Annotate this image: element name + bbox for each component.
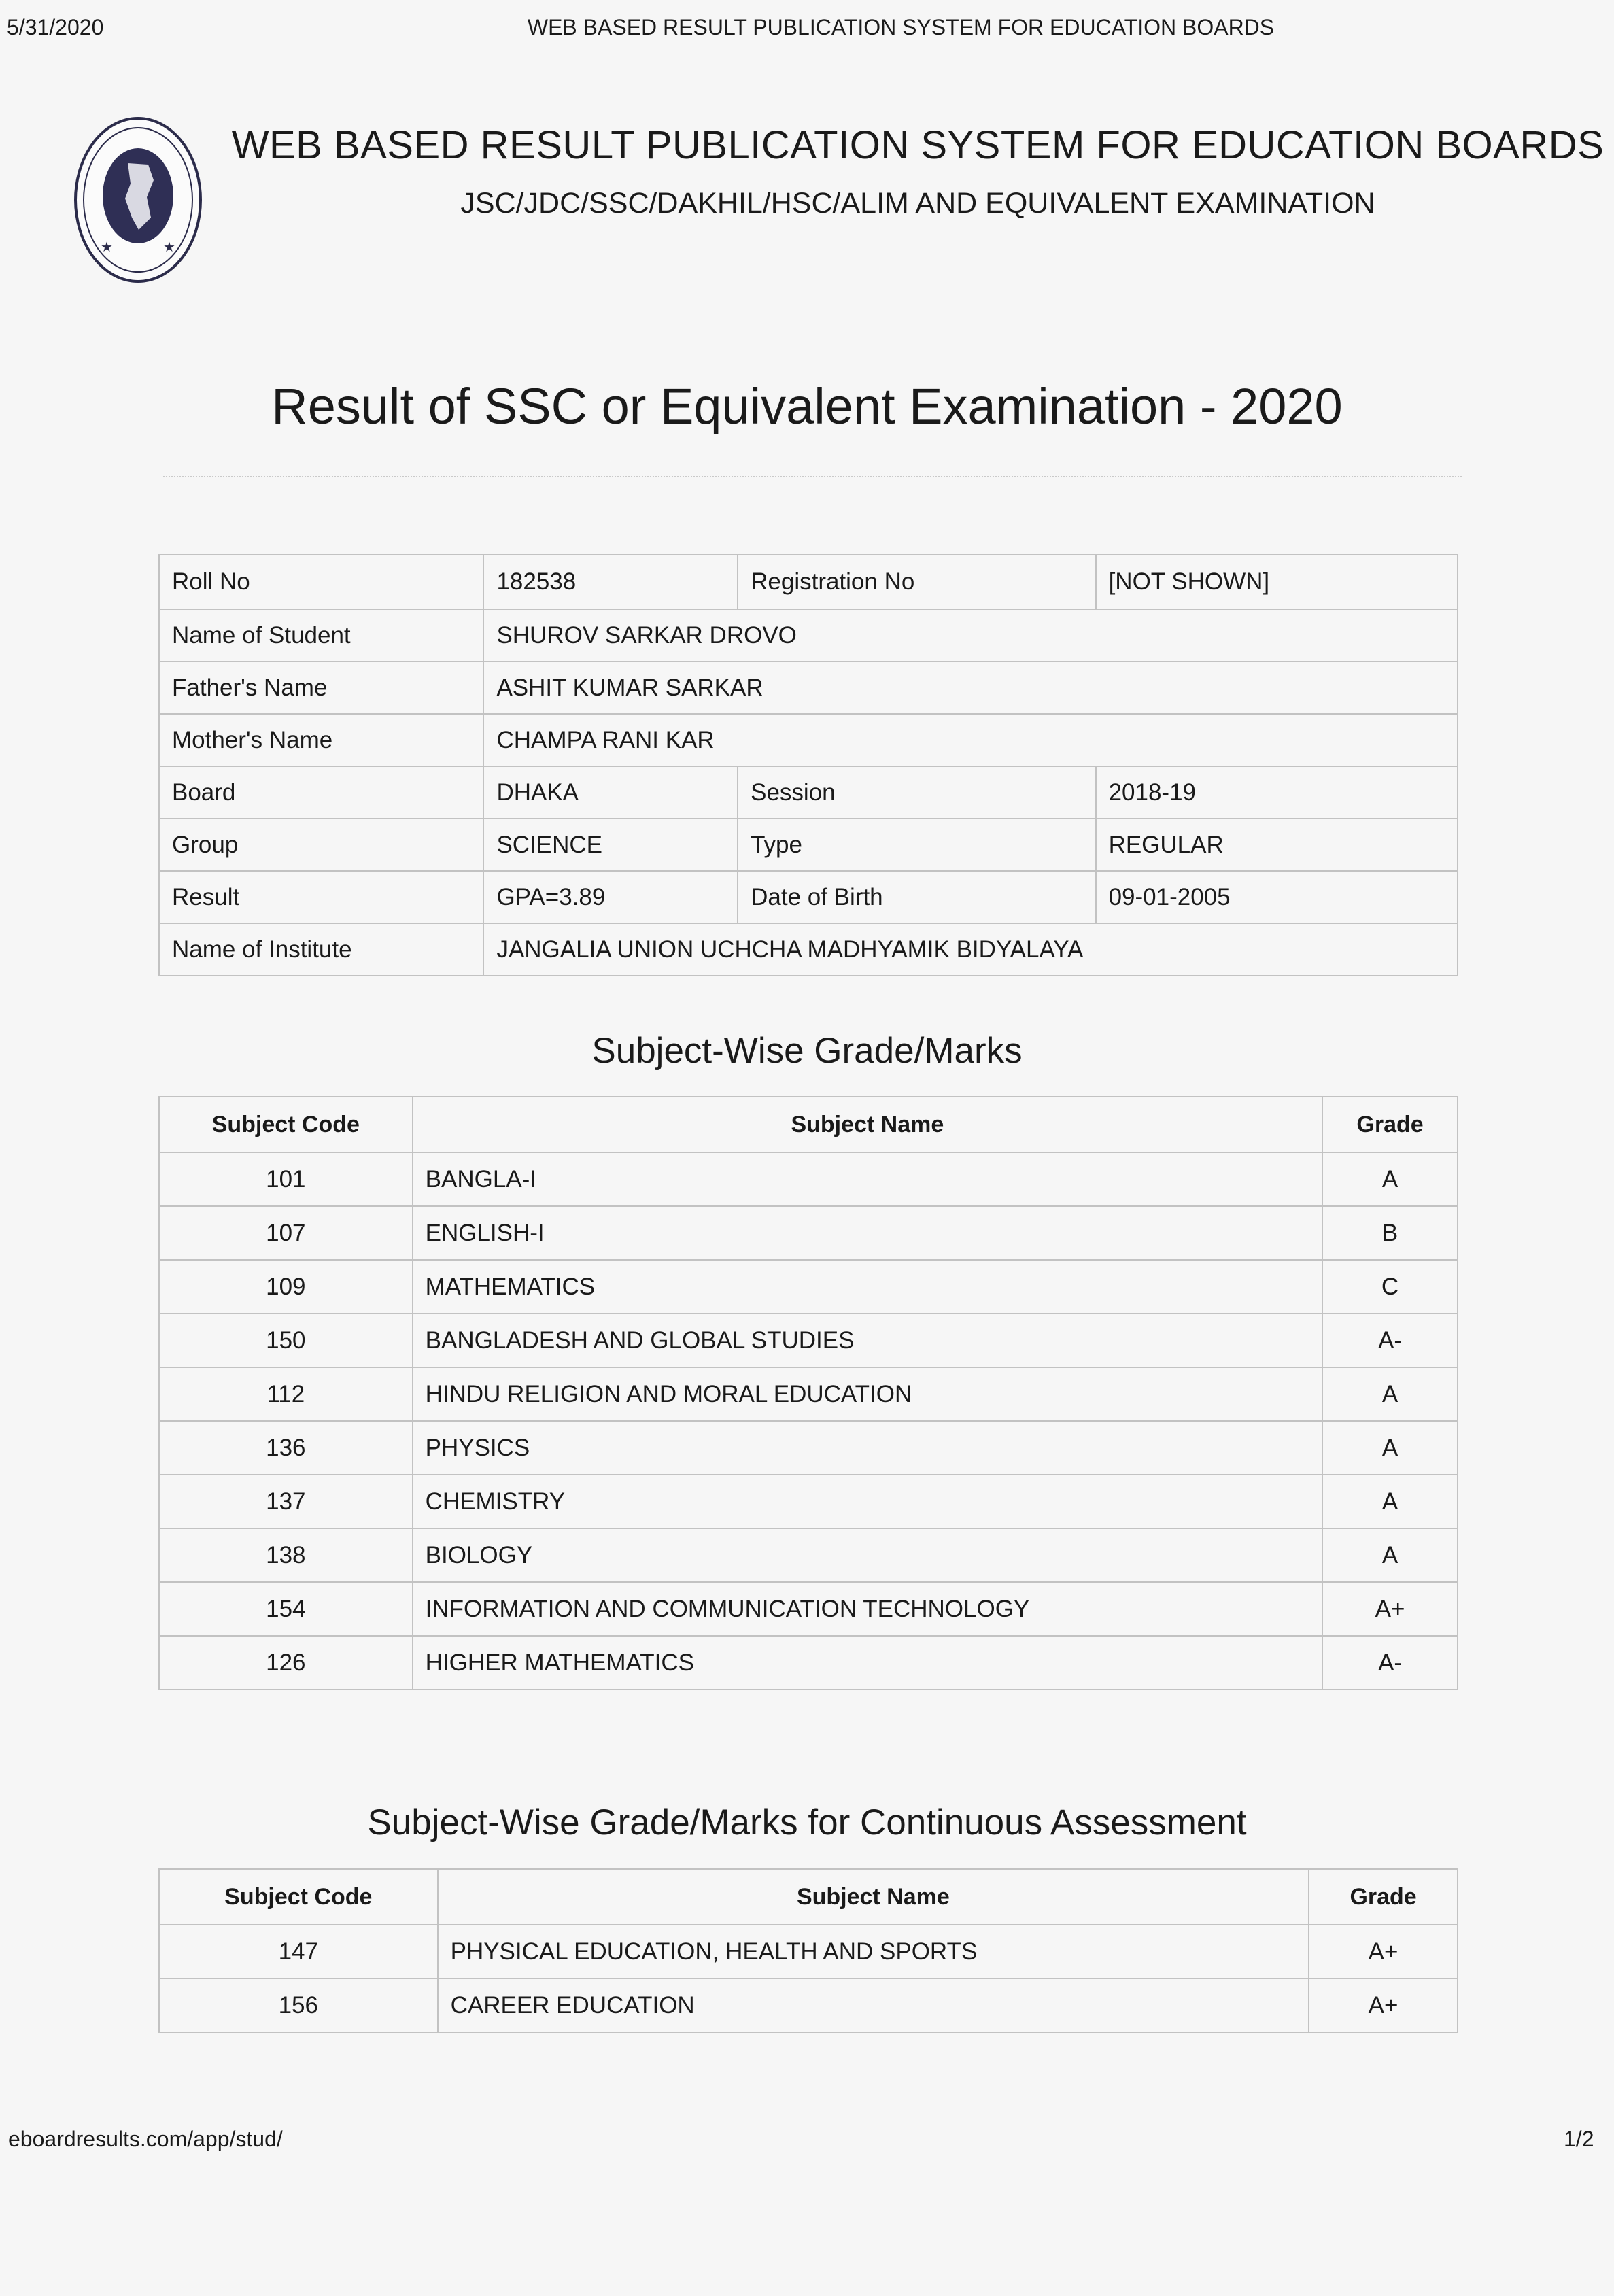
grade-cell: A+ [1322,1582,1458,1636]
subject-code-cell: 101 [159,1152,413,1206]
dob-value: 09-01-2005 [1096,871,1458,923]
grade-cell: A [1322,1528,1458,1582]
table-row [159,819,1458,871]
subject-name-cell: ENGLISH-I [413,1206,1323,1260]
svg-text:★: ★ [101,239,113,255]
registration-value: [NOT SHOWN] [1096,555,1458,609]
grade-cell: A [1322,1475,1458,1528]
subject-code-cell: 112 [159,1367,413,1421]
roll-value: 182538 [483,555,738,609]
subject-name-cell: MATHEMATICS [413,1260,1323,1314]
subject-code-cell: 126 [159,1636,413,1690]
subject-name-header: Subject Name [438,1869,1309,1925]
dob-label: Date of Birth [738,871,1095,923]
subject-name-cell: HIGHER MATHEMATICS [413,1636,1323,1690]
institute-label: Name of Institute [159,923,483,976]
subject-code-cell: 107 [159,1206,413,1260]
table-row [159,555,1458,609]
session-value: 2018-19 [1096,766,1458,819]
table-row [159,1528,1458,1582]
table-row [159,1367,1458,1421]
grade-cell: A- [1322,1636,1458,1690]
subject-code-header: Subject Code [159,1869,438,1925]
table-header-row [159,1869,1458,1925]
subject-name-header: Subject Name [413,1097,1323,1152]
group-value: SCIENCE [483,819,738,871]
table-row [159,1152,1458,1206]
student-name-label: Name of Student [159,609,483,662]
grade-cell: A- [1322,1314,1458,1367]
subject-code-cell: 109 [159,1260,413,1314]
svg-text:★: ★ [163,239,175,255]
table-row [159,1978,1458,2032]
grade-cell: A+ [1309,1925,1458,1978]
table-row [159,1314,1458,1367]
grade-cell: B [1322,1206,1458,1260]
student-info-table [158,554,1458,976]
table-row [159,714,1458,766]
father-name-label: Father's Name [159,662,483,714]
page-heading: Result of SSC or Equivalent Examination - 2020 [271,378,1343,434]
grade-cell: C [1322,1260,1458,1314]
mother-name-value: CHAMPA RANI KAR [483,714,1458,766]
registration-label: Registration No [738,555,1095,609]
grade-header: Grade [1322,1097,1458,1152]
father-name-value: ASHIT KUMAR SARKAR [483,662,1458,714]
grade-cell: A [1322,1421,1458,1475]
page-number: 1/2 [1564,2127,1594,2151]
subject-name-cell: PHYSICAL EDUCATION, HEALTH AND SPORTS [438,1925,1309,1978]
subject-name-cell: CHEMISTRY [413,1475,1323,1528]
table-row [159,871,1458,923]
ca-section-title: Subject-Wise Grade/Marks for Continuous Assessment [367,1802,1247,1843]
continuous-assessment-table [158,1868,1458,2033]
table-header-row [159,1097,1458,1152]
subject-code-cell: 154 [159,1582,413,1636]
table-row [159,1475,1458,1528]
subject-name-cell: CAREER EDUCATION [438,1978,1309,2032]
session-label: Session [738,766,1095,819]
subject-name-cell: BANGLADESH AND GLOBAL STUDIES [413,1314,1323,1367]
subject-name-cell: INFORMATION AND COMMUNICATION TECHNOLOGY [413,1582,1323,1636]
subject-code-cell: 137 [159,1475,413,1528]
result-label: Result [159,871,483,923]
site-title: WEB BASED RESULT PUBLICATION SYSTEM FOR EDUCATION BOARDS [231,123,1604,167]
subject-name-cell: BANGLA-I [413,1152,1323,1206]
table-row [159,662,1458,714]
footer-url: eboardresults.com/app/stud/ [8,2127,283,2151]
site-subtitle: JSC/JDC/SSC/DAKHIL/HSC/ALIM AND EQUIVALENT EXAMINATION [460,187,1375,220]
print-header-title: WEB BASED RESULT PUBLICATION SYSTEM FOR EDUCATION BOARDS [527,15,1275,39]
table-row [159,1421,1458,1475]
roll-label: Roll No [159,555,483,609]
result-value: GPA=3.89 [483,871,738,923]
subject-code-cell: 150 [159,1314,413,1367]
subject-code-header: Subject Code [159,1097,413,1152]
table-row [159,1582,1458,1636]
board-label: Board [159,766,483,819]
table-row [159,1260,1458,1314]
institute-value: JANGALIA UNION UCHCHA MADHYAMIK BIDYALAYA [483,923,1458,976]
type-label: Type [738,819,1095,871]
table-row [159,1925,1458,1978]
subject-name-cell: PHYSICS [413,1421,1323,1475]
grade-cell: A [1322,1152,1458,1206]
grades-table [158,1096,1458,1690]
subject-code-cell: 147 [159,1925,438,1978]
subject-code-cell: 138 [159,1528,413,1582]
type-value: REGULAR [1096,819,1458,871]
subject-code-cell: 136 [159,1421,413,1475]
student-name-value: SHUROV SARKAR DROVO [483,609,1458,662]
grade-cell: A [1322,1367,1458,1421]
subject-code-cell: 156 [159,1978,438,2032]
print-date: 5/31/2020 [7,15,104,39]
mother-name-label: Mother's Name [159,714,483,766]
table-row [159,1206,1458,1260]
table-row [159,1636,1458,1690]
table-row [159,609,1458,662]
grades-section-title: Subject-Wise Grade/Marks [591,1031,1023,1071]
table-row [159,923,1458,976]
divider [163,476,1462,477]
group-label: Group [159,819,483,871]
board-value: DHAKA [483,766,738,819]
subject-name-cell: HINDU RELIGION AND MORAL EDUCATION [413,1367,1323,1421]
grade-cell: A+ [1309,1978,1458,2032]
subject-name-cell: BIOLOGY [413,1528,1323,1582]
table-row [159,766,1458,819]
government-seal-logo [73,116,203,284]
grade-header: Grade [1309,1869,1458,1925]
